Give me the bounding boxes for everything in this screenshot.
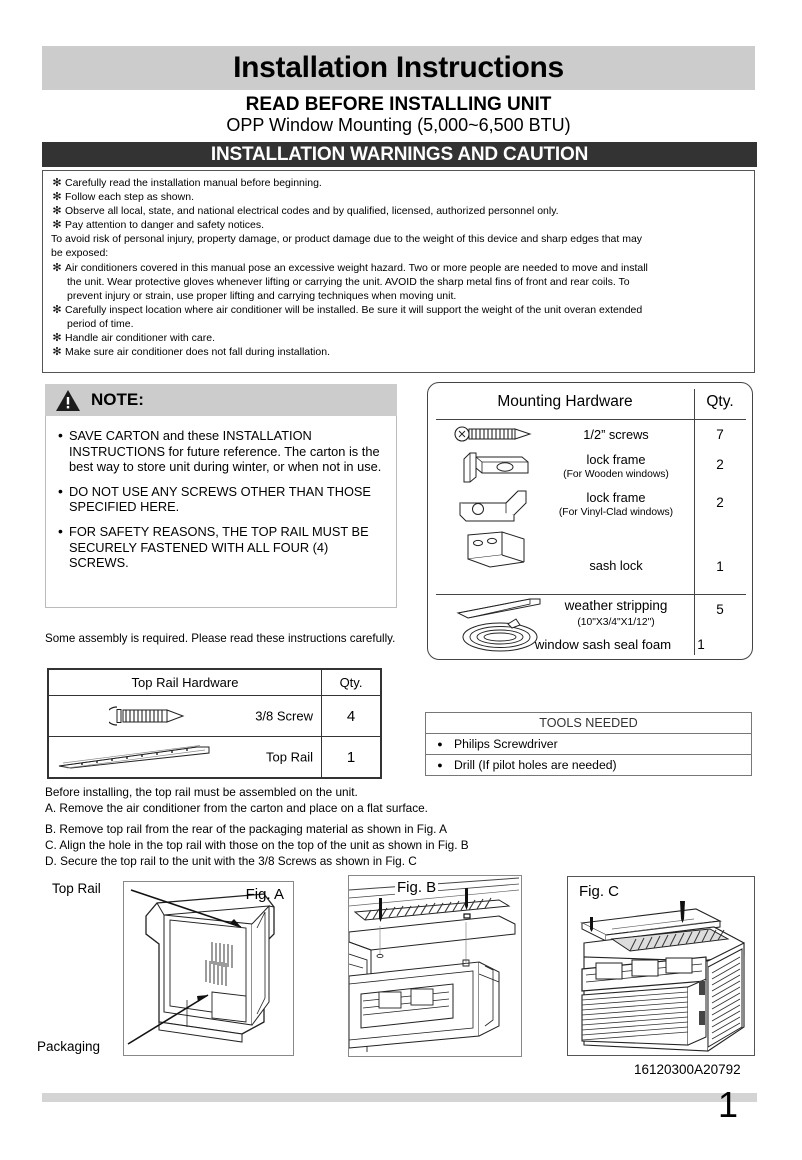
- warning-text: Pay attention to danger and safety notices.: [65, 219, 265, 232]
- step-b: B. Remove top rail from the rear of the packaging material as shown in Fig. A: [45, 821, 447, 836]
- mounting-hardware-table: [427, 382, 753, 660]
- hardware-item-name: lock frame: [586, 490, 646, 505]
- tools-list-item: [426, 755, 751, 775]
- warning-bullet: [49, 204, 748, 218]
- footer-bar: [42, 1093, 757, 1102]
- warning-text: Observe all local, state, and national electrical codes and by qualified, licensed, authorized personnel only.: [65, 205, 559, 218]
- note-item-text: FOR SAFETY REASONS, THE TOP RAIL MUST BE SECURELY FASTENED WITH ALL FOUR (4) SCREWS.: [69, 523, 369, 571]
- note-body: [45, 416, 397, 608]
- tool-name: Drill (If pilot holes are needed): [454, 758, 617, 772]
- sash-lock-icon: [462, 529, 528, 571]
- warning-text: Carefully read the installation manual before beginning.: [65, 177, 322, 189]
- screw-icon: [109, 705, 205, 727]
- assembly-required-note: Some assembly is required. Please read these instructions carefully.: [45, 632, 396, 645]
- bullet-icon: •: [58, 482, 63, 499]
- warning-text: Handle air conditioner with care.: [65, 332, 215, 345]
- lock-frame-vinyl-icon: [456, 487, 532, 529]
- table-row: [49, 737, 381, 778]
- column-header-qty: Qty.: [322, 670, 381, 696]
- hardware-item-name: lock frame: [586, 452, 646, 467]
- warning-text-cont: the unit. Wear protective gloves whenever lifting or carrying the unit. AVOID the sharp metal fins of front and rear coils. To: [67, 275, 630, 288]
- figure-c-label: Fig. C: [579, 883, 620, 900]
- warning-text: Air conditioners covered in this manual pose an excessive weight hazard. Two or more people are needed to move and install: [65, 261, 648, 274]
- warning-text-cont: prevent injury or strain, use proper lifting and carrying techniques when moving unit.: [67, 289, 457, 302]
- asterisk-icon: ✻: [52, 303, 62, 316]
- step-c: C. Align the hole in the top rail with those on the top of the unit as shown in Fig. B: [45, 837, 469, 852]
- hardware-item-name: sash lock: [589, 558, 643, 573]
- tools-list-item: [426, 734, 751, 755]
- warning-text: Carefully inspect location where air conditioner will be installed. Be sure it will support the weight of the unit overan extended: [65, 303, 643, 316]
- hardware-item-name: weather stripping: [564, 598, 668, 613]
- table-header-row: [49, 670, 381, 696]
- top-rail-item-name: 3/8 Screw: [255, 708, 313, 724]
- note-item-text: SAVE CARTON and these INSTALLATION INSTRUCTIONS for future reference. The carton is the best way to store unit during winter, or when not in use.: [69, 428, 382, 475]
- table-row: [49, 696, 381, 737]
- document-number: 16120300A20792: [634, 1062, 741, 1077]
- top-rail-item-qty: 1: [322, 737, 381, 778]
- callout-packaging: Packaging: [37, 1039, 101, 1054]
- figure-b-label: Fig. B: [397, 879, 437, 896]
- warning-bullet: [49, 261, 748, 275]
- warning-intro-line: be exposed:: [51, 247, 109, 260]
- asterisk-icon: ✻: [52, 219, 62, 232]
- hardware-item-qty: 5: [716, 602, 724, 617]
- hardware-item-qty: 2: [716, 495, 724, 510]
- hardware-item-qty: 1: [697, 637, 705, 652]
- top-rail-screw-cell: [49, 696, 322, 737]
- column-header-mounting-hardware: Mounting Hardware: [497, 393, 633, 410]
- warnings-box: [42, 170, 755, 373]
- step-d: D. Secure the top rail to the unit with the 3/8 Screws as shown in Fig. C: [45, 854, 417, 869]
- note-header: [45, 384, 397, 416]
- warnings-section-header: [42, 142, 757, 167]
- tools-needed-title: TOOLS NEEDED: [426, 713, 751, 734]
- warning-text-cont: period of time.: [67, 317, 134, 330]
- tools-needed-box: [425, 712, 752, 776]
- warning-bullet: [49, 176, 748, 190]
- hardware-item-qty: 2: [716, 457, 724, 472]
- note-list-item: [52, 484, 386, 515]
- asterisk-icon: ✻: [52, 261, 62, 274]
- page-title: Installation Instructions: [233, 51, 564, 84]
- warning-text: Follow each step as shown.: [65, 191, 194, 204]
- warnings-section-title: INSTALLATION WARNINGS AND CAUTION: [210, 143, 589, 165]
- warning-intro-line: To avoid risk of personal injury, property damage, or product damage due to the weight of this device and sharp edges that may: [51, 233, 643, 246]
- warning-bullet: [49, 190, 748, 204]
- warning-bullet: [49, 303, 748, 317]
- figure-c: [567, 876, 755, 1056]
- hardware-item-qty: 1: [716, 559, 724, 574]
- asterisk-icon: ✻: [52, 205, 62, 218]
- warning-triangle-icon: [55, 389, 81, 412]
- assembly-steps: [45, 784, 757, 869]
- warning-text: Make sure air conditioner does not fall during installation.: [65, 346, 330, 359]
- hardware-item-qty: 7: [716, 427, 724, 442]
- step-a: A. Remove the air conditioner from the carton and place on a flat surface.: [45, 801, 428, 816]
- top-rail-item-name: Top Rail: [266, 749, 313, 765]
- bullet-icon: ●: [437, 739, 443, 749]
- subtitle-read-before: READ BEFORE INSTALLING UNIT: [245, 94, 552, 115]
- warning-bullet: [49, 331, 748, 345]
- top-rail-icon: [57, 744, 212, 770]
- note-title: NOTE:: [91, 390, 144, 409]
- column-header-name: Top Rail Hardware: [49, 670, 322, 696]
- page-title-bar: [42, 46, 755, 90]
- screw-icon: [454, 425, 534, 443]
- top-rail-item-qty: 4: [322, 696, 381, 737]
- warning-bullet: [49, 345, 748, 359]
- tool-name: Philips Screwdriver: [454, 737, 558, 751]
- figure-a-label: Fig. A: [245, 886, 284, 903]
- asterisk-icon: ✻: [52, 177, 62, 189]
- top-rail-rail-cell: [49, 737, 322, 778]
- page-number: 1: [718, 1084, 739, 1125]
- bullet-icon: •: [58, 427, 63, 443]
- asterisk-icon: ✻: [52, 191, 62, 204]
- column-header-qty: Qty.: [706, 393, 734, 410]
- hardware-item-subtext: (10"X3/4"X1/12"): [577, 617, 655, 628]
- hardware-item-name: 1/2” screws: [583, 427, 649, 442]
- bullet-icon: ●: [437, 760, 443, 770]
- step-intro: Before installing, the top rail must be assembled on the unit.: [45, 785, 358, 799]
- figure-a: [123, 881, 294, 1056]
- hardware-item-subtext: (For Vinyl-Clad windows): [558, 507, 674, 518]
- asterisk-icon: ✻: [52, 332, 62, 345]
- lock-frame-wooden-icon: [460, 449, 532, 485]
- callout-top-rail: Top Rail: [52, 881, 101, 896]
- hardware-item-name: window sash seal foam: [534, 637, 672, 652]
- note-list-item: [52, 428, 386, 475]
- hardware-item-subtext: (For Wooden windows): [563, 469, 669, 480]
- figure-b: [348, 875, 522, 1057]
- warning-bullet: [49, 218, 748, 232]
- asterisk-icon: ✻: [52, 346, 62, 359]
- bullet-icon: •: [58, 522, 63, 539]
- subtitle-model: OPP Window Mounting (5,000~6,500 BTU): [226, 115, 571, 135]
- top-rail-hardware-table: [47, 668, 382, 779]
- note-list-item: [52, 524, 386, 571]
- note-item-text: DO NOT USE ANY SCREWS OTHER THAN THOSE SPECIFIED HERE.: [69, 483, 371, 515]
